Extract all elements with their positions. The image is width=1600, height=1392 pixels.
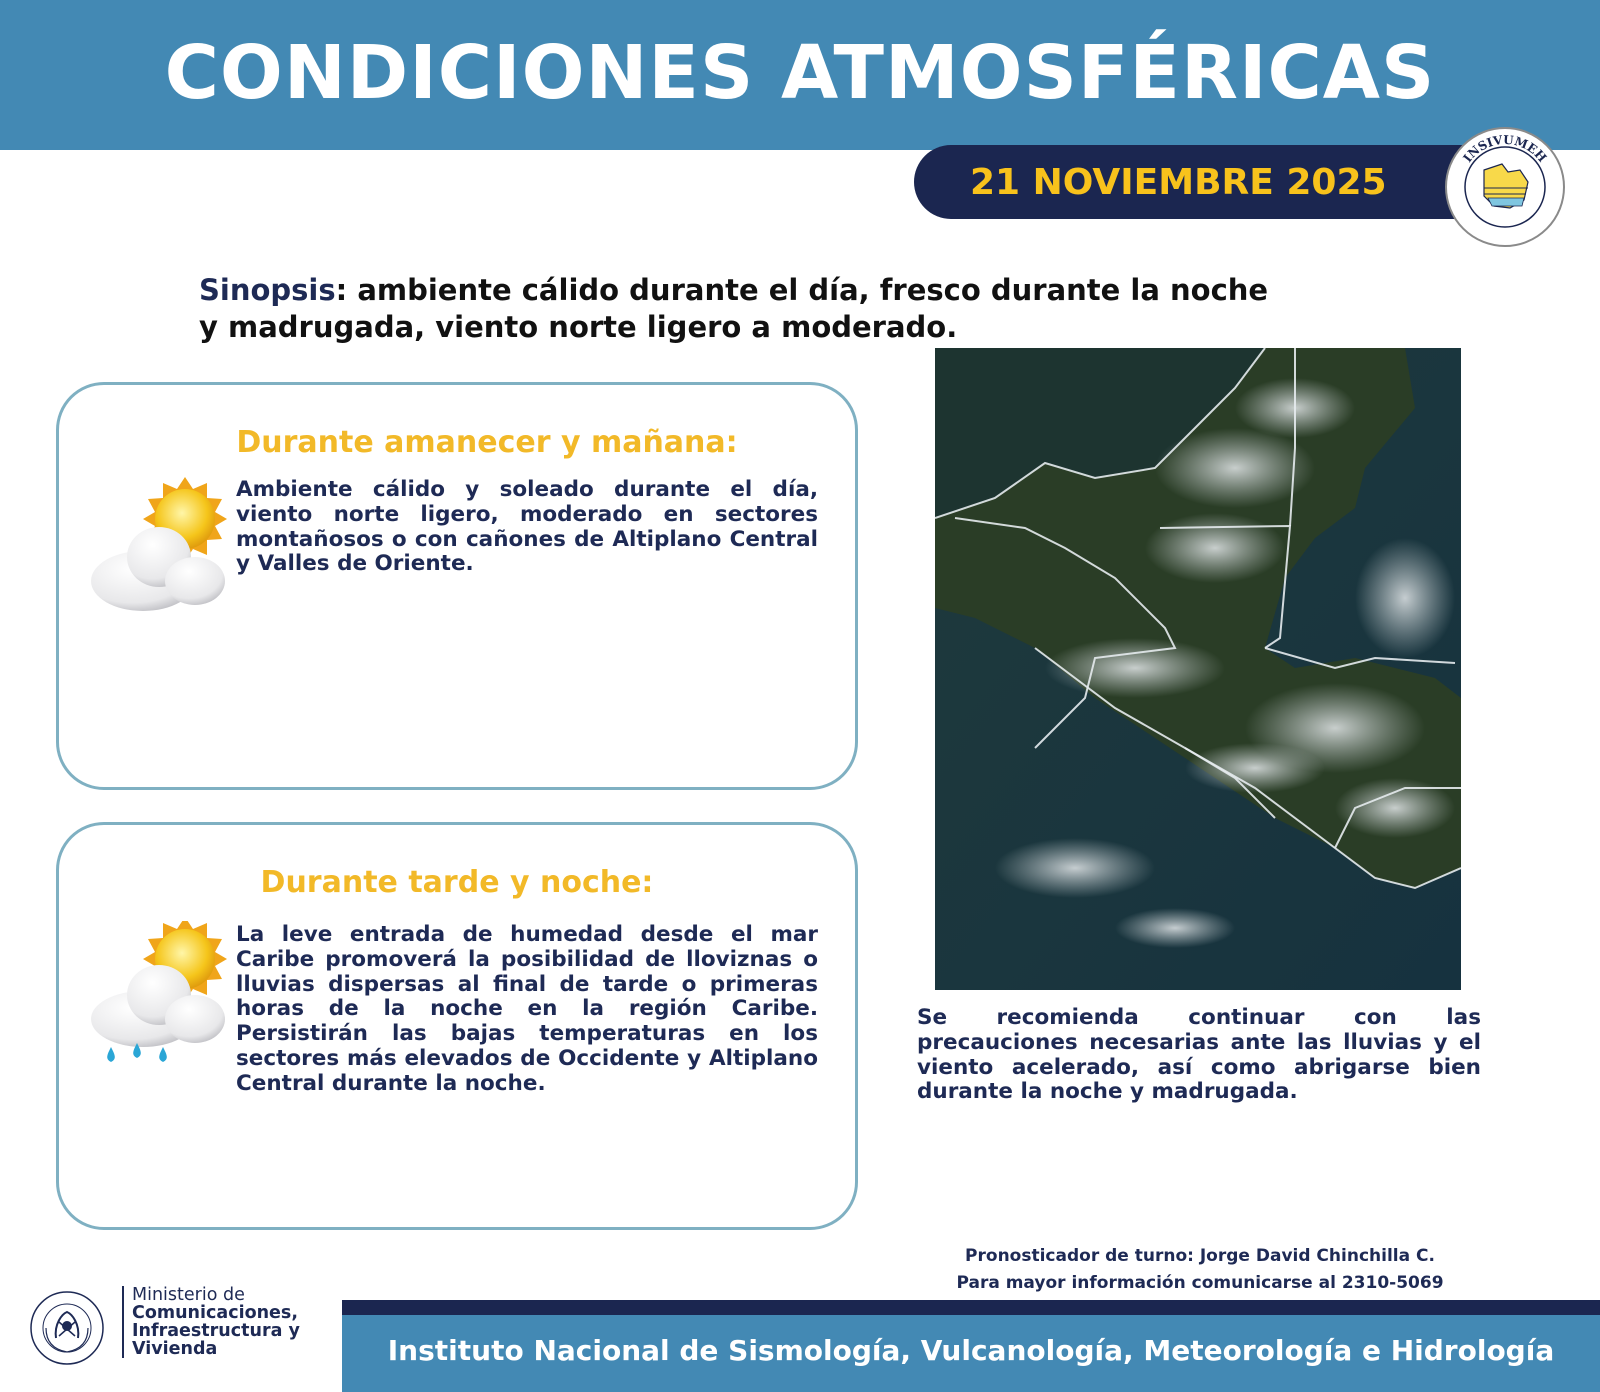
ministry-line-2: Comunicaciones,: [132, 1303, 298, 1323]
recommendation-text: Se recomienda continuar con las precauciones necesarias ante las lluvias y el viento acelerado, así como abrigarse bien durante la noche y madrugada.: [917, 1005, 1481, 1105]
synopsis: [199, 272, 1279, 346]
page-title: CONDICIONES ATMOSFÉRICAS: [164, 30, 1436, 116]
satellite-image: [935, 348, 1461, 990]
morning-title: Durante amanecer y mañana:: [236, 425, 738, 460]
morning-text: Ambiente cálido y soleado durante el día, viento norte ligero, moderado en sectores montañosos o con cañones de Altiplano Central y Valles de Oriente.: [236, 477, 818, 577]
evening-panel: [56, 822, 858, 1230]
synopsis-label: Sinopsis: [199, 273, 336, 307]
forecaster-name: Pronosticador de turno: Jorge David Chinchilla C.: [965, 1246, 1435, 1266]
institute-name: Instituto Nacional de Sismología, Vulcanología, Meteorología e Hidrología: [387, 1334, 1555, 1367]
ministry-line-1: Ministerio de: [132, 1285, 245, 1305]
sun-cloud-rain-icon: [85, 921, 235, 1071]
guatemala-seal: [26, 1284, 108, 1374]
date-label: 21 NOVIEMBRE 2025: [970, 162, 1387, 203]
forecaster-info: [900, 1243, 1500, 1297]
ministry-line-4: Vivienda: [132, 1339, 218, 1359]
morning-panel: [56, 382, 858, 790]
synopsis-text: : ambiente cálido durante el día, fresco durante la noche y madrugada, viento norte ligero a moderado.: [199, 273, 1269, 344]
footer-stripe: [342, 1300, 1600, 1315]
logo-text: INSIVUMEH: [1460, 132, 1550, 165]
ministry-line-3: Infraestructura y: [132, 1321, 300, 1341]
ministry-logo-text: [122, 1286, 300, 1358]
insivumeh-logo: [1444, 126, 1566, 248]
evening-text: La leve entrada de humedad desde el mar Caribe promoverá la posibilidad de lloviznas o lluvias dispersas al final de tarde o primeras horas de la noche en la región Caribe. Persistirán las bajas temperaturas en los sectores más elevados de Occidente y Altiplano Central durante la noche.: [236, 922, 818, 1096]
evening-title: Durante tarde y noche:: [260, 865, 654, 900]
sun-cloud-icon: [85, 477, 235, 617]
contact-line: Para mayor información comunicarse al 2310-5069: [956, 1273, 1444, 1293]
